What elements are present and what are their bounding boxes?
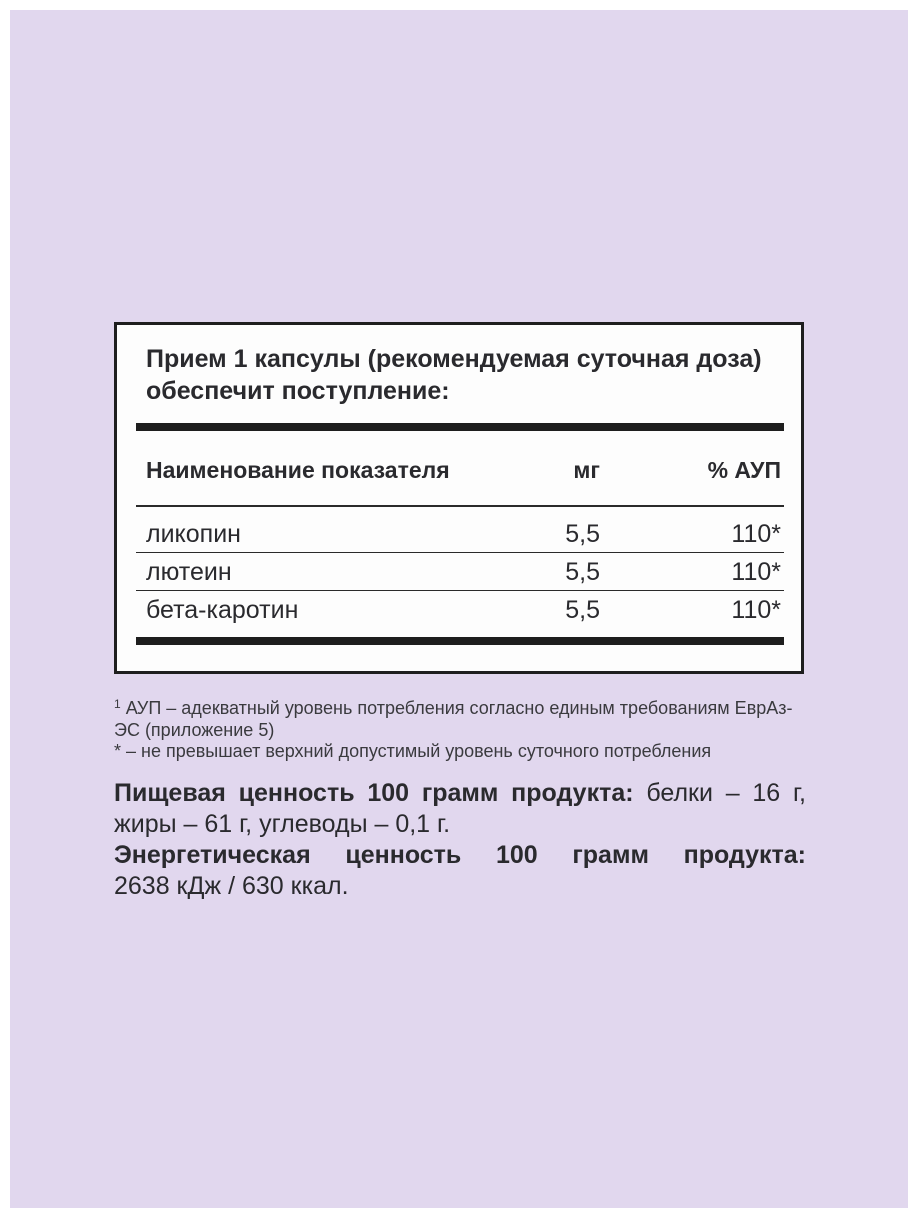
row-divider: [136, 590, 784, 591]
table-bottom-rule: [136, 637, 784, 645]
food-value-line2: жиры – 61 г, углеводы – 0,1 г.: [114, 810, 451, 838]
table-header-row: [117, 452, 801, 488]
header-pct: % АУП: [707, 457, 781, 483]
footnote-aup-line2: ЭС (приложение 5): [114, 720, 275, 740]
food-value-label: Пищевая ценность 100 грамм продукта:: [114, 779, 634, 807]
table-top-rule: [136, 423, 784, 431]
row-mg: 5,5: [565, 596, 600, 624]
row-pct: 110*: [731, 520, 781, 548]
row-pct: 110*: [731, 596, 781, 624]
energy-value-label: [114, 840, 806, 871]
row-divider: [136, 552, 784, 553]
intake-intro: Прием 1 капсулы (рекомендуемая суточная доза) обеспечит поступление:: [146, 345, 762, 405]
row-name: бета-каротин: [146, 596, 299, 624]
footnote-aup-line1: АУП – адекватный уровень потребления согласно единым требованиям ЕврАз-: [120, 698, 793, 718]
header-mg: мг: [573, 457, 600, 483]
row-name: лютеин: [146, 558, 232, 586]
header-name: Наименование показателя: [146, 457, 450, 483]
row-pct: 110*: [731, 558, 781, 586]
nutrition-block: [114, 778, 806, 902]
row-mg: 5,5: [565, 558, 600, 586]
energy-label-text: Энергетическая ценность 100 грамм продукта:: [114, 841, 806, 869]
energy-value: 2638 кДж / 630 ккал.: [114, 872, 349, 900]
footnote-asterisk: * – не превышает верхний допустимый уровень суточного потребления: [114, 741, 712, 761]
food-value-values: белки – 16 г,: [633, 779, 806, 807]
food-value-line1: [114, 778, 806, 809]
table-row: [117, 592, 801, 628]
table-row: [117, 516, 801, 552]
footnote-marker: 1: [114, 697, 121, 711]
row-name: ликопин: [146, 520, 241, 548]
row-mg: 5,5: [565, 520, 600, 548]
footnote-aup: [114, 697, 814, 741]
header-rule: [136, 505, 784, 507]
intake-table: [114, 322, 804, 674]
table-row: [117, 554, 801, 590]
